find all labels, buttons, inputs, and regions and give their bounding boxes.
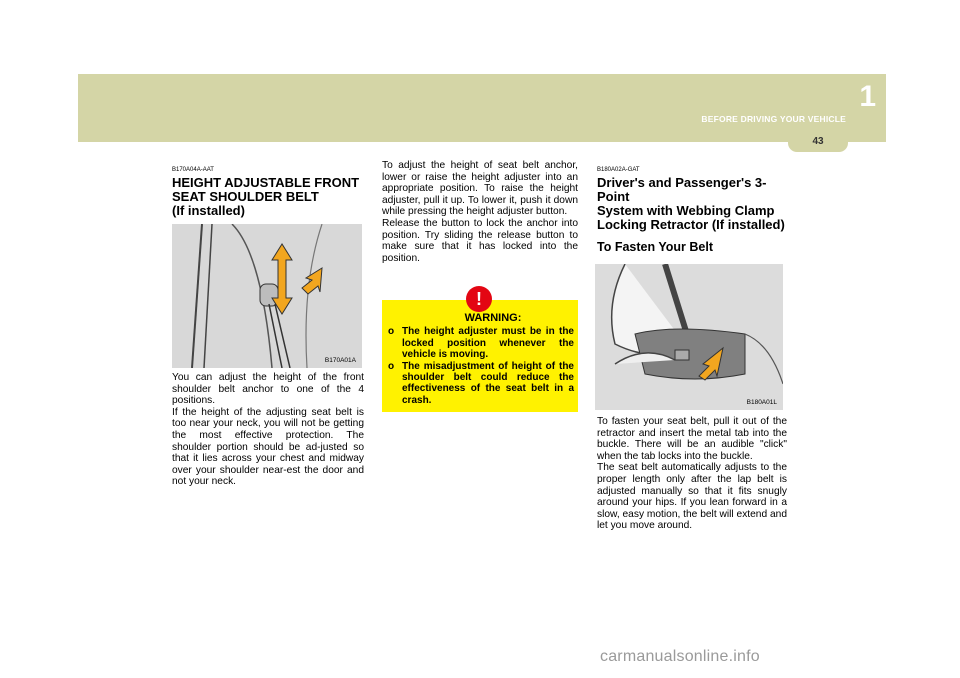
section-heading <box>597 176 787 232</box>
column-three-point-belt <box>597 160 787 532</box>
warning-item-text: The height adjuster must be in the locked position whenever the vehicle is moving. <box>402 326 574 361</box>
height-adjuster-illustration <box>172 224 362 368</box>
warning-box <box>382 289 578 412</box>
chapter-title: BEFORE DRIVING YOUR VEHICLE <box>701 114 846 124</box>
figure-label: B170A01A <box>324 357 356 364</box>
body-text: You can adjust the height of the front shoulder belt anchor to one of the 4 positions. If the height of the adjusting seat belt is too near your neck, you will not be getting the most effective protection. The shoulder portion should be ad-justed so that it lies across your chest and midway over your shoulder near-est the door and not your neck. <box>172 372 364 488</box>
heading-line: System with Webbing Clamp <box>597 203 775 218</box>
body-text: To adjust the height of seat belt anchor, lower or raise the height adjuster into an appropriate position. To raise the height adjuster, pull it up. To lower it, push it down while pressing the height adjuster button. Release the button to lock the anchor into position. Try sliding the release button to make sure that it has locked into the position. <box>382 160 578 264</box>
watermark: carmanualsonline.info <box>600 648 760 665</box>
bullet: o <box>388 360 395 372</box>
warning-item-text: The misadjustment of height of the shoulder belt could reduce the effectiveness of the seat belt in a crash. <box>402 360 574 406</box>
warning-icon: ! <box>466 286 492 312</box>
body-text: To fasten your seat belt, pull it out of the retractor and insert the metal tab into the buckle. There will be an audible "click" when the tab locks into the buckle. The seat belt automatically adjusts to the proper length only after the lap belt is adjusted manually so that it fits snugly around your hips. If you lean forward in a slow, easy motion, the belt will extend and let you move around. <box>597 416 787 532</box>
warning-title: WARNING: <box>464 312 522 325</box>
column-adjust-instructions <box>382 160 578 412</box>
section-code: B170A04A-AAT <box>172 167 214 173</box>
heading-line: Driver's and Passenger's 3-Point <box>597 175 767 204</box>
subheading: To Fasten Your Belt <box>597 240 713 254</box>
chapter-number: 1 <box>859 80 876 113</box>
pillar-belt-drawing <box>172 224 362 368</box>
section-code: B180A02A-GAT <box>597 167 640 173</box>
section-heading <box>172 176 364 218</box>
heading-line: (If installed) <box>172 203 245 218</box>
bullet: o <box>388 326 395 338</box>
fasten-belt-drawing <box>595 264 783 410</box>
heading-line: Locking Retractor (If installed) <box>597 217 785 232</box>
fasten-belt-illustration <box>595 264 783 410</box>
header-band <box>78 74 886 142</box>
warning-item <box>388 326 574 360</box>
heading-line: HEIGHT ADJUSTABLE FRONT <box>172 175 360 190</box>
column-height-adjustable-belt <box>172 160 364 488</box>
page-number: 43 <box>812 136 824 147</box>
heading-line: SEAT SHOULDER BELT <box>172 189 319 204</box>
warning-item <box>388 361 574 407</box>
figure-label: B180A01L <box>746 399 777 406</box>
